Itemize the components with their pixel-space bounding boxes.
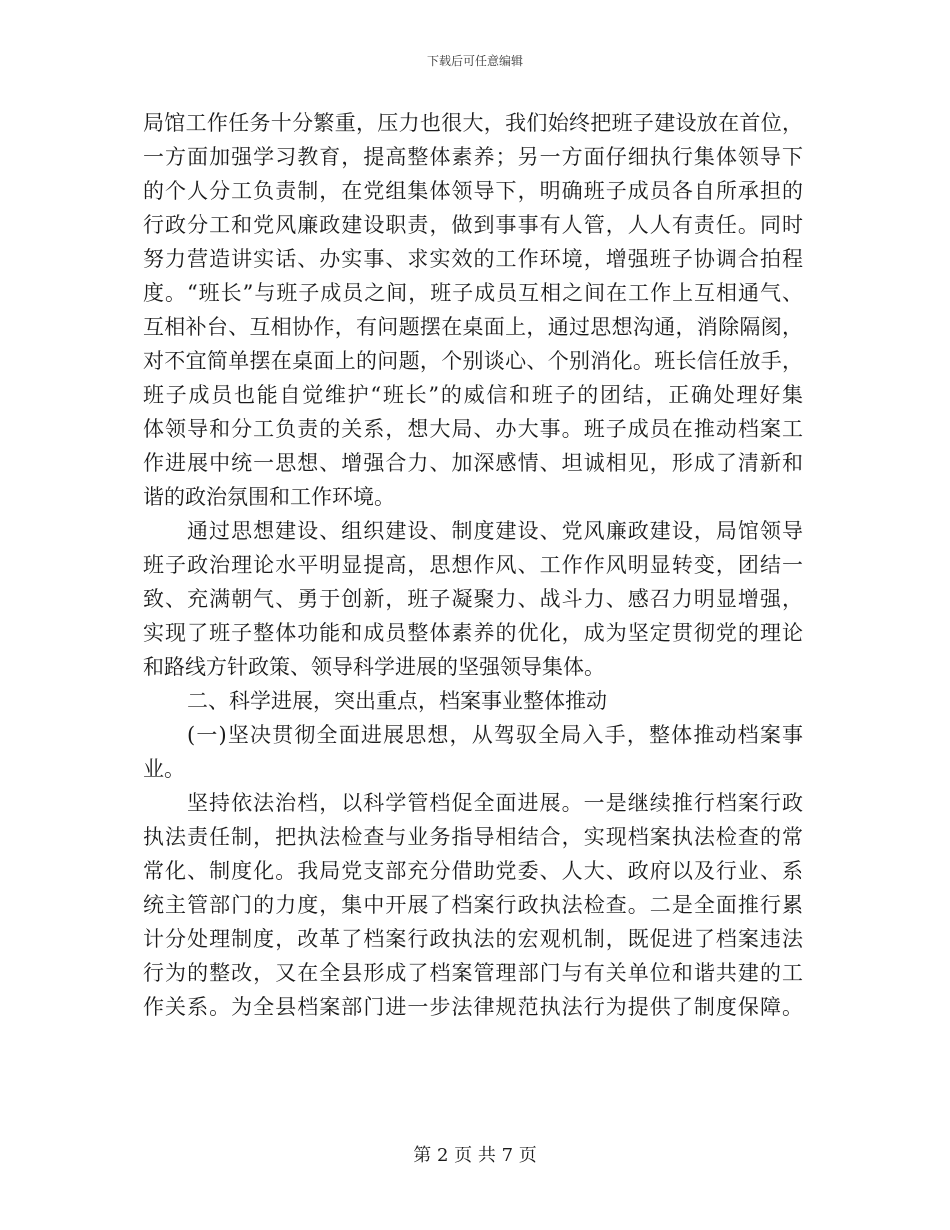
- text-line: 班子成员也能自觉维护“班长”的威信和班子的团结，正确处理好集: [143, 383, 803, 407]
- text-line: 谐的政治氛围和工作环境。: [143, 485, 395, 509]
- text-line: 通过思想建设、组织建设、制度建设、党风廉政建设，局馆领导: [187, 519, 803, 543]
- text-line: 统主管部门的力度，集中开展了档案行政执法检查。二是全面推行累: [143, 893, 803, 917]
- text-line: 实现了班子整体功能和成员整体素养的优化，成为坚定贯彻党的理论: [143, 621, 803, 645]
- text-line: 致、充满朝气、勇于创新，班子凝聚力、战斗力、感召力明显增强，: [143, 587, 803, 611]
- subsection-heading: [143, 718, 803, 786]
- text-line: 努力营造讲实话、办实事、求实效的工作环境，增强班子协调合拍程: [143, 247, 803, 271]
- text-line: 班子政治理论水平明显提高，思想作风、工作作风明显转变，团结一: [143, 553, 803, 577]
- heading-line: 二、科学进展，突出重点，档案事业整体推动: [187, 689, 607, 713]
- document-body: [143, 106, 803, 1024]
- text-line: 作关系。为全县档案部门进一步法律规范执法行为提供了制度保障。: [143, 995, 803, 1019]
- text-line: 行为的整改，又在全县形成了档案管理部门与有关单位和谐共建的工: [143, 961, 803, 985]
- text-line: 执法责任制，把执法检查与业务指导相结合，实现档案执法检查的常: [143, 825, 803, 849]
- page-header: 下载后可任意编辑: [426, 54, 523, 68]
- text-line: 度。“班长”与班子成员之间，班子成员互相之间在工作上互相通气、: [143, 281, 803, 305]
- page-number: 第 2 页 共 7 页: [413, 1145, 537, 1166]
- paragraph-1: [143, 106, 803, 514]
- text-line: 坚持依法治档，以科学管档促全面进展。一是继续推行档案行政: [187, 791, 803, 815]
- text-line: 常化、制度化。我局党支部充分借助党委、人大、政府以及行业、系: [143, 859, 803, 883]
- text-line: 的个人分工负责制，在党组集体领导下，明确班子成员各自所承担的: [143, 179, 803, 203]
- text-line: 体领导和分工负责的关系，想大局、办大事。班子成员在推动档案工: [143, 417, 803, 441]
- heading-line: (一)坚决贯彻全面进展思想，从驾驭全局入手，整体推动档案事: [187, 723, 803, 747]
- text-line: 作进展中统一思想、增强合力、加深感情、坦诚相见，形成了清新和: [143, 451, 803, 475]
- text-line: 行政分工和党风廉政建设职责，做到事事有人管，人人有责任。同时: [143, 213, 803, 237]
- text-line: 和路线方针政策、领导科学进展的坚强领导集体。: [143, 655, 605, 679]
- section-heading: [143, 684, 803, 718]
- heading-line: 业。: [143, 757, 185, 781]
- text-line: 局馆工作任务十分繁重，压力也很大，我们始终把班子建设放在首位，: [143, 111, 803, 135]
- text-line: 互相补台、互相协作，有问题摆在桌面上，通过思想沟通，消除隔阂，: [143, 315, 803, 339]
- paragraph-2: [143, 514, 803, 684]
- paragraph-3: [143, 786, 803, 1024]
- text-line: 一方面加强学习教育，提高整体素养；另一方面仔细执行集体领导下: [143, 145, 803, 169]
- text-line: 对不宜简单摆在桌面上的问题，个别谈心、个别消化。班长信任放手，: [143, 349, 803, 373]
- text-line: 计分处理制度，改革了档案行政执法的宏观机制，既促进了档案违法: [143, 927, 803, 951]
